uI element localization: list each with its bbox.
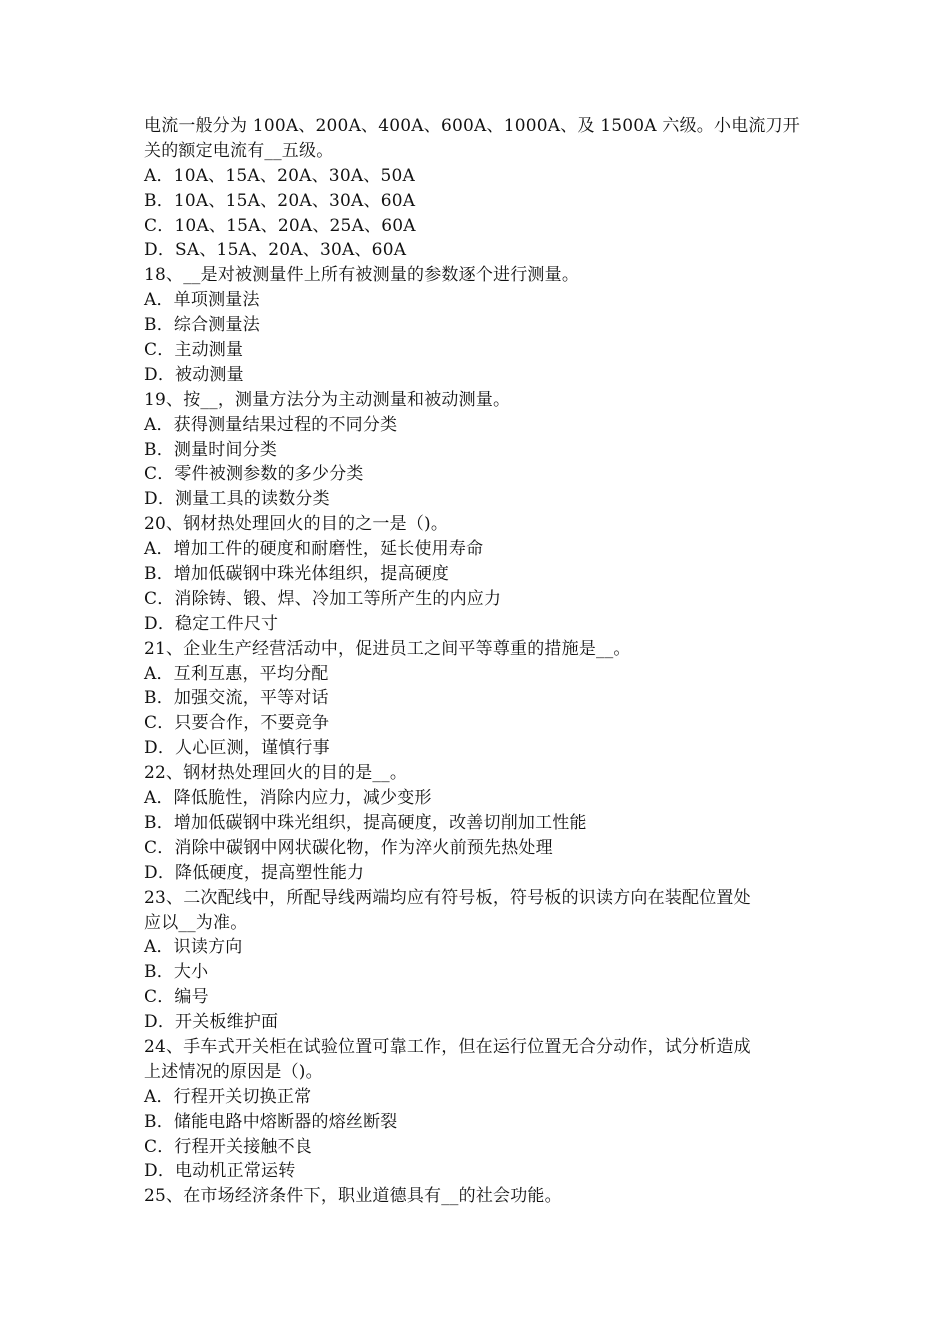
question-19-stem: 19、按__，测量方法分为主动测量和被动测量。 <box>144 389 511 410</box>
question-17-option-d: D．SA、15A、20A、30A、60A <box>144 240 407 261</box>
question-20-stem: 20、钢材热处理回火的目的之一是（)。 <box>144 514 449 535</box>
question-24-option-c: C．行程开关接触不良 <box>144 1136 313 1157</box>
question-22-option-a: A．降低脆性，消除内应力，减少变形 <box>144 788 432 809</box>
question-18-option-a: A．单项测量法 <box>144 290 260 311</box>
question-23-option-c: C．编号 <box>144 987 209 1008</box>
question-21-option-c: C．只要合作，不要竞争 <box>144 713 330 734</box>
question-20-option-c: C．消除铸、锻、焊、冷加工等所产生的内应力 <box>144 588 502 609</box>
question-17-stem-line-1: 电流一般分为 100A、200A、400A、600A、1000A、及 1500A 六级。小电流刀开 <box>144 116 800 136</box>
document-body <box>144 114 814 1209</box>
question-23-option-a: A．识读方向 <box>144 937 243 958</box>
question-23-stem-line-2: 应以__为准。 <box>144 912 248 933</box>
question-18-option-d: D．被动测量 <box>144 364 244 385</box>
question-25-stem: 25、在市场经济条件下，职业道德具有__的社会功能。 <box>144 1186 562 1207</box>
question-24-stem-line-2: 上述情况的原因是（)。 <box>144 1061 323 1082</box>
question-24-option-a: A．行程开关切换正常 <box>144 1086 312 1107</box>
question-24-option-b: B．储能电路中熔断器的熔丝断裂 <box>144 1111 398 1132</box>
question-24-stem-line-1: 24、手车式开关柜在试验位置可靠工作，但在运行位置无合分动作，试分析造成 <box>144 1036 751 1057</box>
question-23-option-b: B．大小 <box>144 962 209 983</box>
question-19-option-b: B．测量时间分类 <box>144 439 278 460</box>
question-20-option-a: A．增加工件的硬度和耐磨性，延长使用寿命 <box>144 539 484 560</box>
question-19-option-a: A．获得测量结果过程的不同分类 <box>144 414 398 435</box>
question-17-option-b: B．10A、15A、20A、30A、60A <box>144 190 416 211</box>
question-17-option-a: A．10A、15A、20A、30A、50A <box>144 165 416 186</box>
question-20-option-b: B．增加低碳钢中珠光体组织，提高硬度 <box>144 564 450 585</box>
question-23-option-d: D．开关板维护面 <box>144 1012 279 1033</box>
question-24-option-d: D．电动机正常运转 <box>144 1161 296 1182</box>
question-17-stem-line-2: 关的额定电流有__五级。 <box>144 140 334 161</box>
question-18-stem: 18、__是对被测量件上所有被测量的参数逐个进行测量。 <box>144 265 580 286</box>
question-20-option-d: D．稳定工件尺寸 <box>144 613 279 634</box>
question-19-option-c: C．零件被测参数的多少分类 <box>144 464 364 485</box>
question-21-option-d: D．人心叵测，谨慎行事 <box>144 738 330 759</box>
question-22-stem: 22、钢材热处理回火的目的是__。 <box>144 763 408 784</box>
question-17-option-c: C．10A、15A、20A、25A、60A <box>144 215 416 236</box>
question-21-stem: 21、企业生产经营活动中，促进员工之间平等尊重的措施是__。 <box>144 638 631 659</box>
question-21-option-b: B．加强交流，平等对话 <box>144 688 329 709</box>
question-22-option-b: B．增加低碳钢中珠光组织，提高硬度，改善切削加工性能 <box>144 812 587 833</box>
question-18-option-b: B．综合测量法 <box>144 315 260 336</box>
question-18-option-c: C．主动测量 <box>144 340 244 361</box>
question-22-option-c: C．消除中碳钢中网状碳化物，作为淬火前预先热处理 <box>144 837 553 858</box>
question-21-option-a: A．互利互惠，平均分配 <box>144 663 329 684</box>
question-23-stem-line-1: 23、二次配线中，所配导线两端均应有符号板，符号板的识读方向在装配位置处 <box>144 887 751 908</box>
question-22-option-d: D．降低硬度，提高塑性能力 <box>144 862 365 883</box>
question-19-option-d: D．测量工具的读数分类 <box>144 489 330 510</box>
